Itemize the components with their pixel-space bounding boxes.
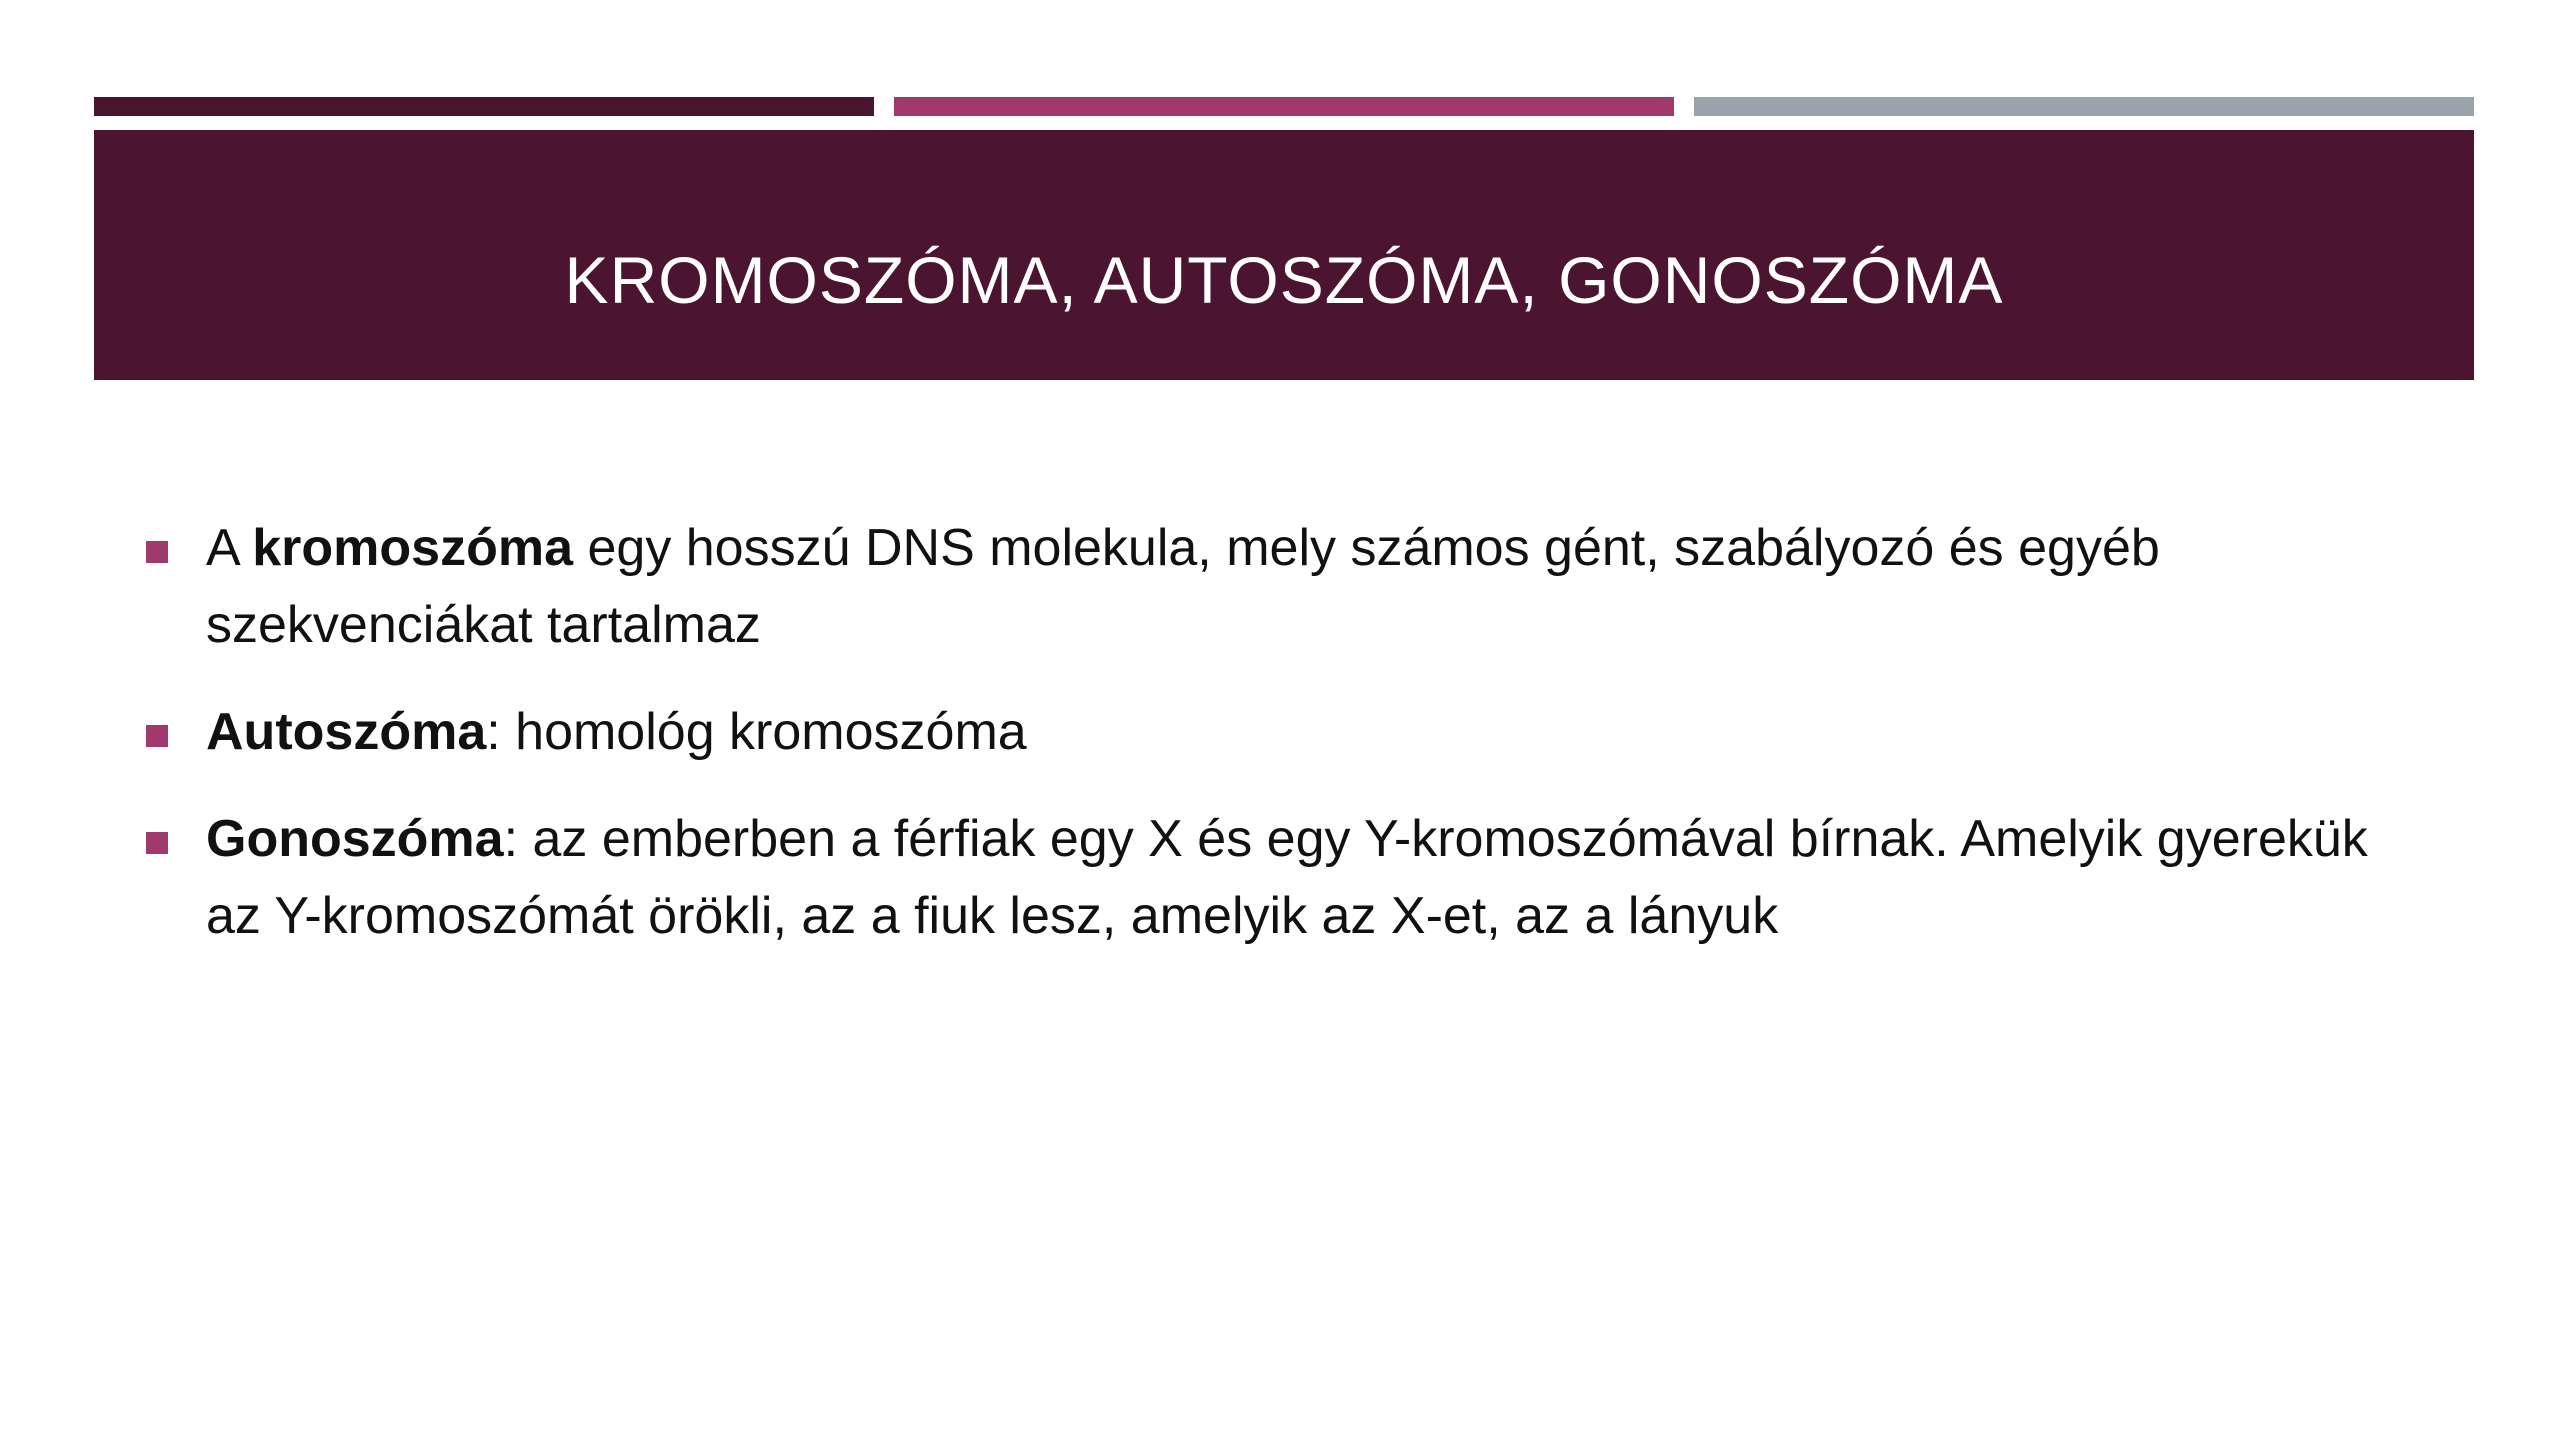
bullet-item-gonoszoma [146,801,2396,955]
bullet-term: Autoszóma [206,703,487,761]
bullet-text: : homológ kromoszóma [486,703,1027,761]
title-band [94,130,2474,380]
square-bullet-icon [146,832,168,854]
square-bullet-icon [146,541,168,563]
bullet-text: egy hosszú DNS molekula, mely számos gént, szabályozó és egyéb szekvenciákat tartalmaz [206,519,2160,654]
bullet-prefix: A [206,519,253,577]
bullet-list [146,510,2396,985]
bullet-term: Gonoszóma [206,810,504,868]
bullet-text: : az emberben a férfiak egy X és egy Y-kromoszómával bírnak. Amelyik gyerekük az Y-kromoszómát örökli, az a fiuk lesz, amelyik az X-et, az a lányuk [206,810,2368,945]
bullet-term: kromoszóma [252,519,574,577]
square-bullet-icon [146,725,168,747]
slide-title: KROMOSZÓMA, AUTOSZÓMA, GONOSZÓMA [564,243,2004,317]
bullet-item-autoszoma [146,694,2396,771]
decorative-bar-dark [94,97,874,116]
decorative-bar-accent [894,97,1674,116]
bullet-item-kromoszoma [146,510,2396,664]
decorative-bar-gray [1694,97,2474,116]
